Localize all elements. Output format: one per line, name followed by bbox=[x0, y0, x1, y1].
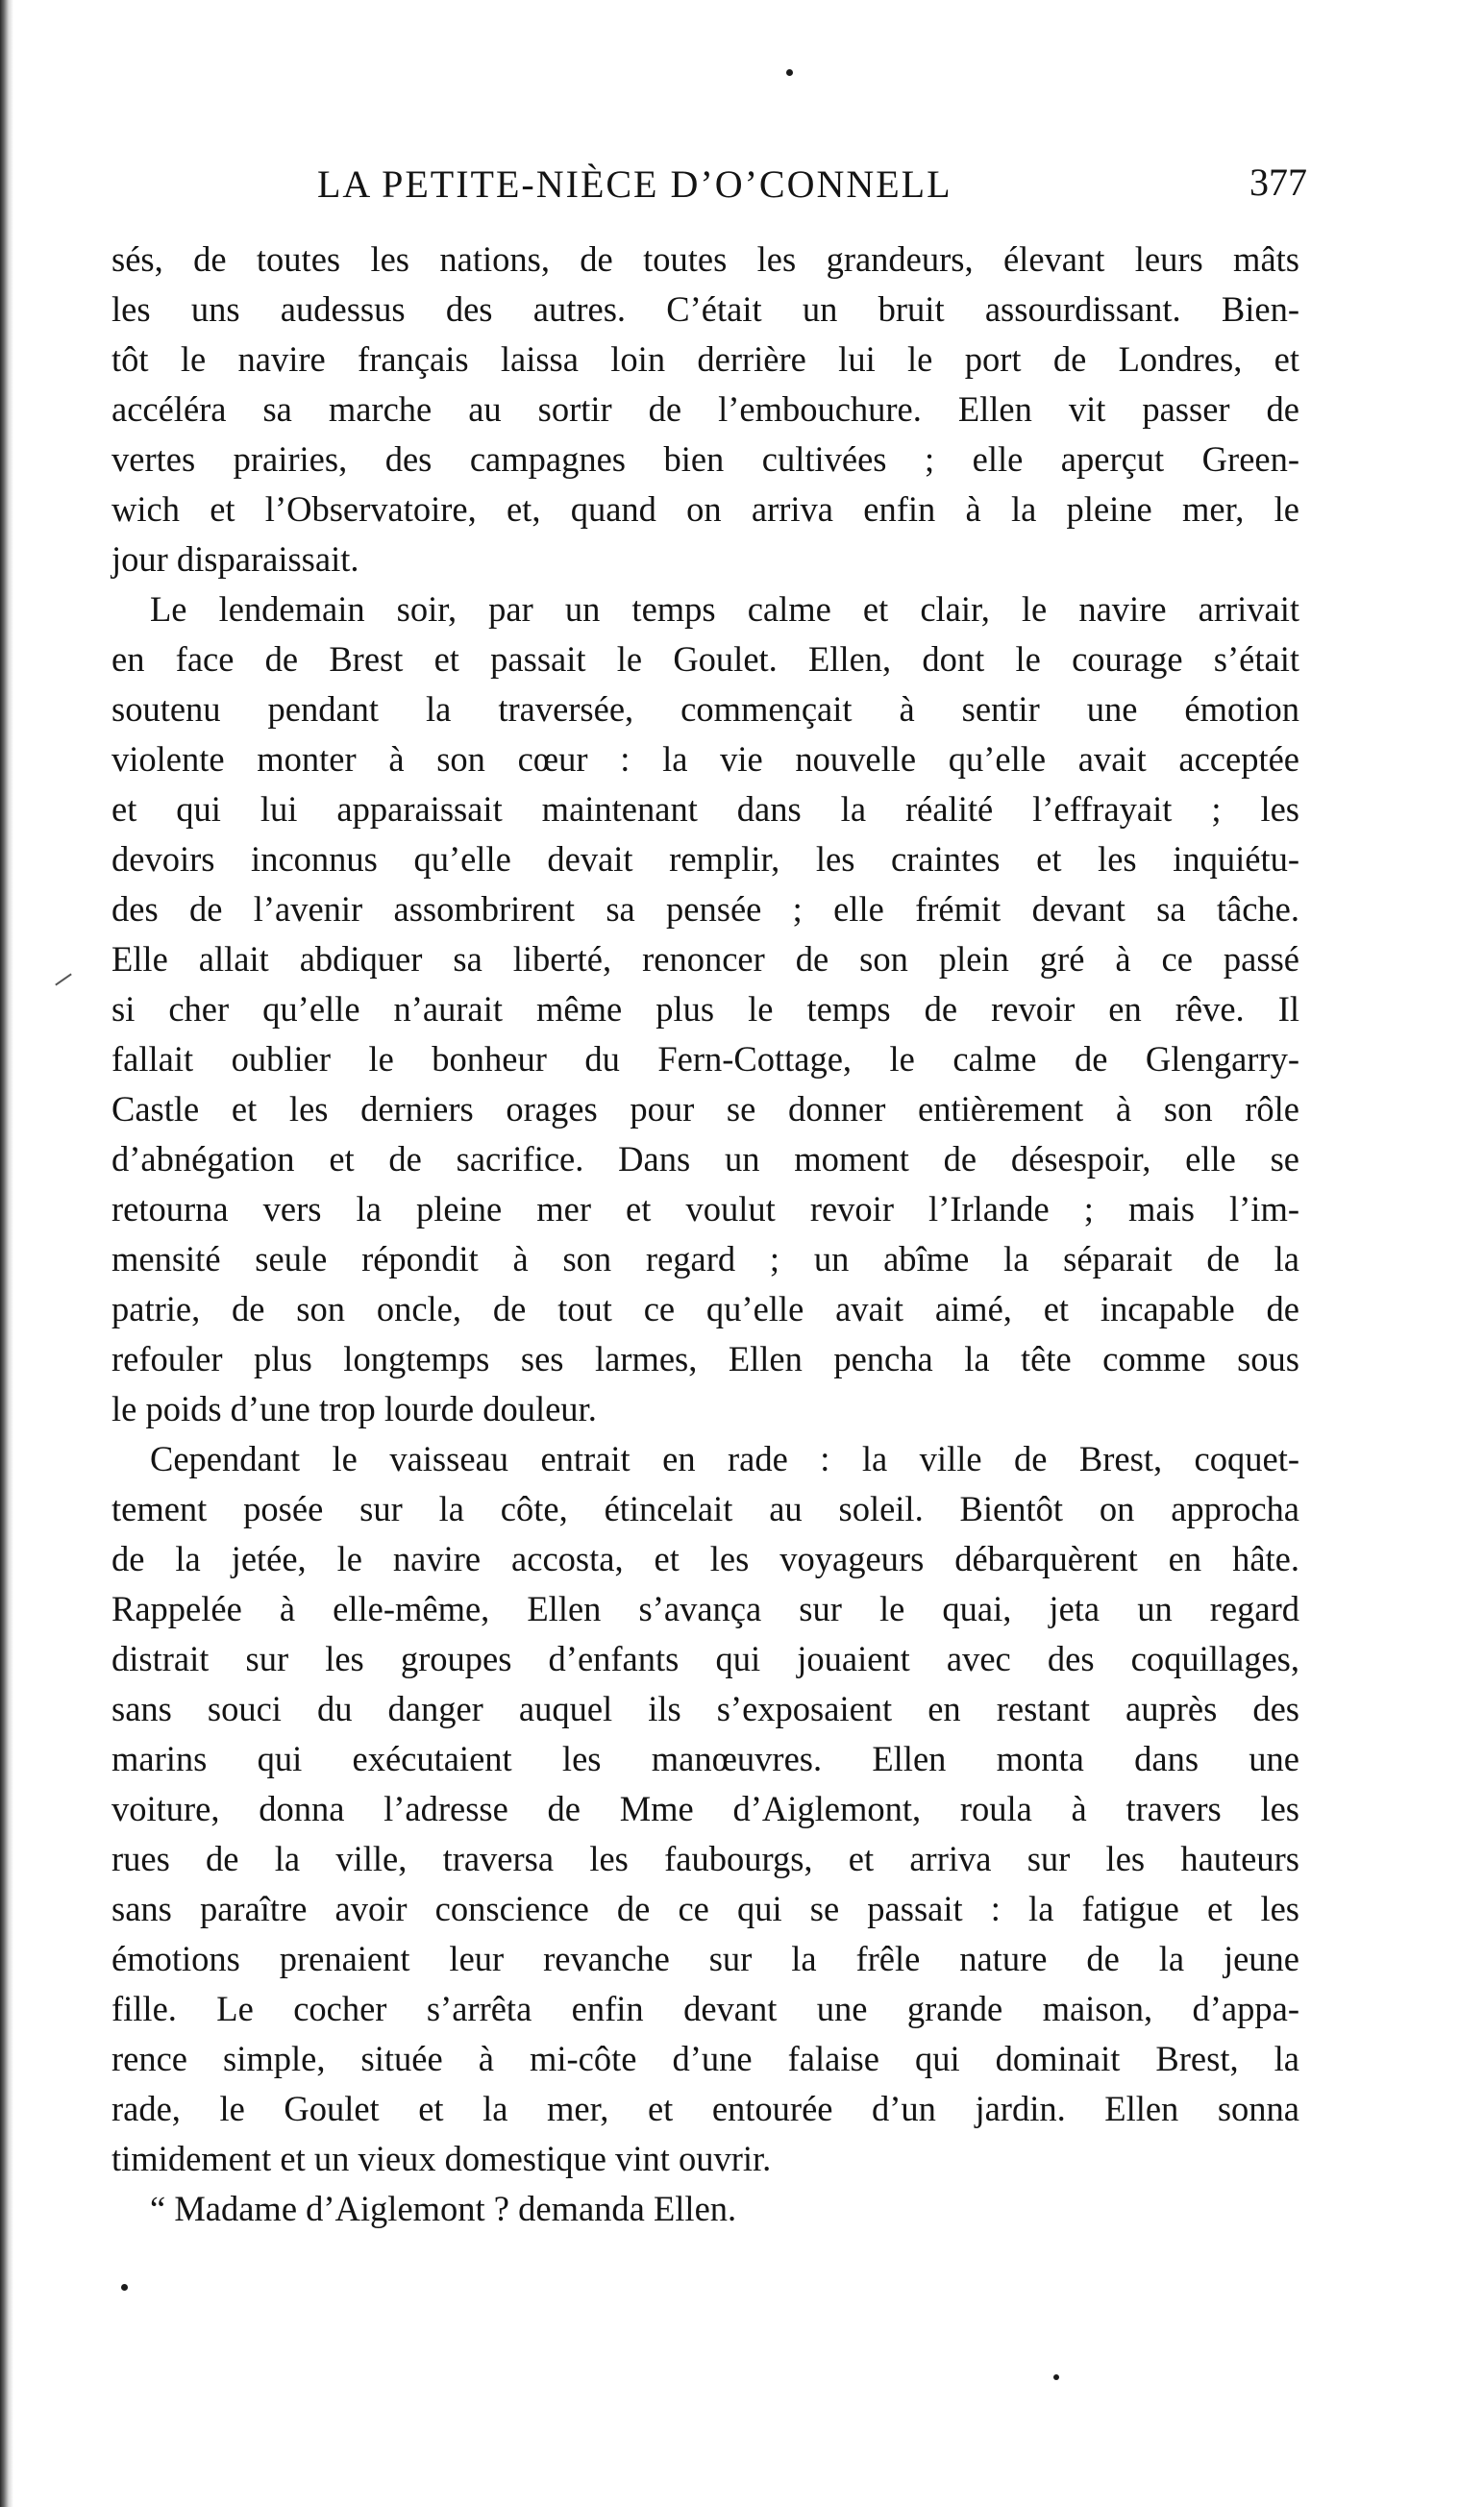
text-line: fallait oublier le bonheur du Fern-Cottage, le calme de Glengarry- bbox=[111, 1039, 1299, 1079]
text-line: de la jetée, le navire accosta, et les voyageurs débarquèrent en hâte. bbox=[111, 1539, 1299, 1578]
text-line: sans souci du danger auquel ils s’exposaient en restant auprès des bbox=[111, 1689, 1299, 1728]
text-line: rues de la ville, traversa les faubourgs, et arriva sur les hauteurs bbox=[111, 1839, 1299, 1878]
text-line: voiture, donna l’adresse de Mme d’Aiglemont, roula à travers les bbox=[111, 1789, 1299, 1828]
body-text bbox=[111, 235, 1299, 2234]
text-line: retourna vers la pleine mer et voulut revoir l’Irlande ; mais l’im- bbox=[111, 1189, 1299, 1229]
running-title: LA PETITE-NIÈCE D’O’CONNELL bbox=[317, 162, 952, 206]
text-line: tôt le navire français laissa loin derrière lui le port de Londres, et bbox=[111, 339, 1299, 379]
margin-pencil-mark bbox=[55, 973, 72, 985]
text-line: Cependant le vaisseau entrait en rade : la ville de Brest, coquet- bbox=[150, 1439, 1299, 1478]
text-line: rence simple, située à mi-côte d’une falaise qui dominait Brest, la bbox=[111, 2039, 1299, 2078]
text-line: le poids d’une trop lourde douleur. bbox=[111, 1389, 597, 1428]
text-line: des de l’avenir assombrirent sa pensée ; elle frémit devant sa tâche. bbox=[111, 889, 1299, 929]
ink-speck bbox=[121, 2284, 128, 2291]
text-line: “ Madame d’Aiglemont ? demanda Ellen. bbox=[150, 2189, 737, 2228]
text-line: jour disparaissait. bbox=[111, 539, 359, 579]
text-line: Le lendemain soir, par un temps calme et clair, le navire arrivait bbox=[150, 589, 1299, 629]
text-line: patrie, de son oncle, de tout ce qu’elle avait aimé, et incapable de bbox=[111, 1289, 1299, 1328]
text-line: sans paraître avoir conscience de ce qui se passait : la fatigue et les bbox=[111, 1889, 1299, 1928]
text-line: marins qui exécutaient les manœuvres. Ellen monta dans une bbox=[111, 1739, 1299, 1778]
text-line: tement posée sur la côte, étincelait au soleil. Bientôt on approcha bbox=[111, 1489, 1299, 1528]
page-number: 377 bbox=[1249, 161, 1307, 204]
text-line: soutenu pendant la traversée, commençait à sentir une émotion bbox=[111, 689, 1299, 729]
text-line: refouler plus longtemps ses larmes, Ellen pencha la tête comme sous bbox=[111, 1339, 1299, 1378]
text-line: et qui lui apparaissait maintenant dans la réalité l’effrayait ; les bbox=[111, 789, 1299, 829]
text-line: en face de Brest et passait le Goulet. Ellen, dont le courage s’était bbox=[111, 639, 1299, 679]
text-line: devoirs inconnus qu’elle devait remplir, les craintes et les inquiétu- bbox=[111, 839, 1299, 879]
text-line: distrait sur les groupes d’enfants qui jouaient avec des coquillages, bbox=[111, 1639, 1299, 1678]
page-header bbox=[317, 154, 1307, 211]
text-line: d’abnégation et de sacrifice. Dans un moment de désespoir, elle se bbox=[111, 1139, 1299, 1179]
text-line: sés, de toutes les nations, de toutes les grandeurs, élevant leurs mâts bbox=[111, 239, 1299, 279]
text-line: émotions prenaient leur revanche sur la frêle nature de la jeune bbox=[111, 1939, 1299, 1978]
text-line: Rappelée à elle-même, Ellen s’avança sur le quai, jeta un regard bbox=[111, 1589, 1299, 1628]
ink-speck bbox=[1053, 2374, 1059, 2380]
text-line: si cher qu’elle n’aurait même plus le temps de revoir en rêve. Il bbox=[111, 989, 1299, 1029]
text-line: timidement et un vieux domestique vint ouvrir. bbox=[111, 2139, 772, 2178]
page-binding-edge bbox=[0, 0, 13, 2507]
text-line: vertes prairies, des campagnes bien cultivées ; elle aperçut Green- bbox=[111, 439, 1299, 479]
text-line: fille. Le cocher s’arrêta enfin devant une grande maison, d’appa- bbox=[111, 1989, 1299, 2028]
text-line: mensité seule répondit à son regard ; un abîme la séparait de la bbox=[111, 1239, 1299, 1278]
text-line: Elle allait abdiquer sa liberté, renoncer de son plein gré à ce passé bbox=[111, 939, 1299, 979]
text-line: Castle et les derniers orages pour se donner entièrement à son rôle bbox=[111, 1089, 1299, 1129]
text-line: rade, le Goulet et la mer, et entourée d’un jardin. Ellen sonna bbox=[111, 2089, 1299, 2128]
text-line: violente monter à son cœur : la vie nouvelle qu’elle avait acceptée bbox=[111, 739, 1299, 779]
text-line: wich et l’Observatoire, et, quand on arriva enfin à la pleine mer, le bbox=[111, 489, 1299, 529]
text-line: accéléra sa marche au sortir de l’embouchure. Ellen vit passer de bbox=[111, 389, 1299, 429]
ink-speck bbox=[786, 69, 793, 76]
text-line: les uns audessus des autres. C’était un bruit assourdissant. Bien- bbox=[111, 289, 1299, 329]
